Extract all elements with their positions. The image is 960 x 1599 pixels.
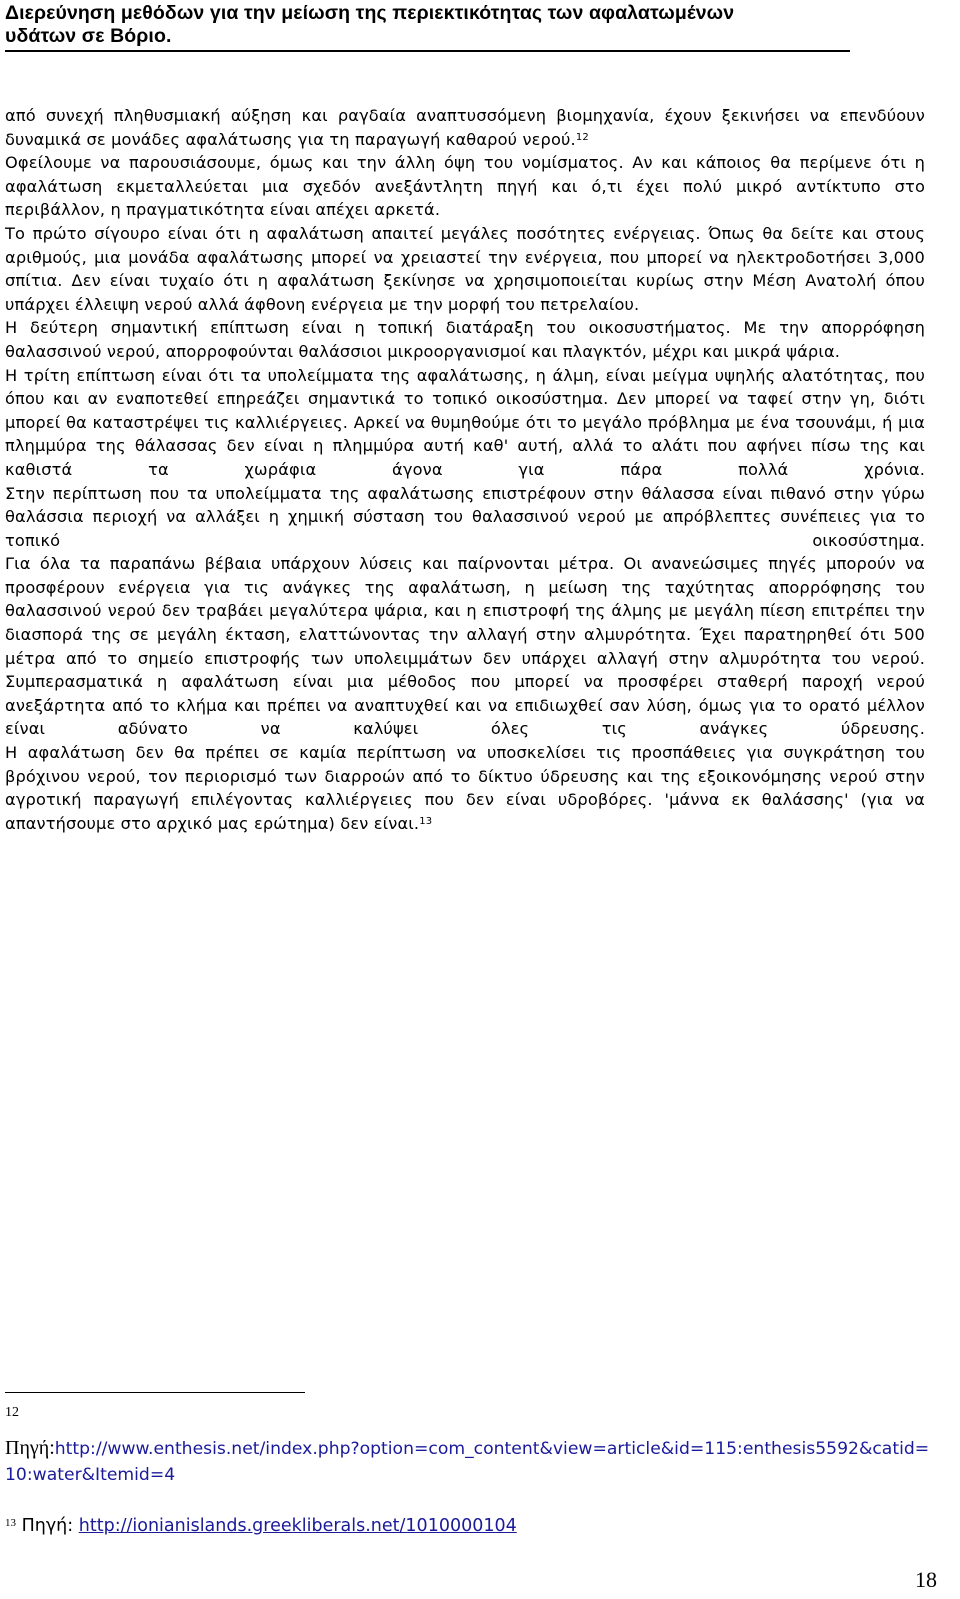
footnote-12-url[interactable]: http://www.enthesis.net/index.php?option=com_content&view=article&id=115:enthesis5592&catid=10:water&Itemid=4 (5, 1439, 930, 1485)
footnote-13-label: Πηγή: (21, 1516, 74, 1536)
paragraph-5: Η τρίτη επίπτωση είναι ότι τα υπολείμματα της αφαλάτωσης, η άλμη, είναι μείγμα υψηλής αλατότητας, που όπου και αν εναποτεθεί επηρεάζει σημαντικά το τοπικό οικοσύστημα. Δεν μπορεί να ταφεί στην γη, διότι μπορεί θα καταστρέψει τις καλλιέργειες. Αρκεί να θυμηθούμε ότι το μεγάλο πρόβλημα με ένα τσουνάμι, ή μια πλημμύρα της θάλασσας δεν είναι η πλημμύρα αυτή καθ' αυτή, αλλά το αλάτι που αφήνει πίσω της και καθιστά τα χωράφια άγονα για πάρα πολλά χρόνια. (5, 365, 925, 479)
footnote-ref-13[interactable]: 13 (419, 815, 433, 827)
paragraph-8: Συμπερασματικά η αφαλάτωση είναι μια μέθοδος που μπορεί να προσφέρει σταθερή παροχή νερού ανεξάρτητα από το κλήμα και πρέπει να αναπτυχθεί και να επιδιωχθεί σαν λύση, όμως για το ορατό μέλλον είναι αδύνατο να καλύψει όλες τις ανάγκες ύδρευσης. (5, 672, 925, 739)
header-title-line1: Διερεύνηση μεθόδων για την μείωση της περιεκτικότητας των αφαλατωμένων (5, 2, 735, 24)
footnote-separator (5, 1392, 305, 1393)
paragraph-6: Στην περίπτωση που τα υπολείμματα της αφαλάτωσης επιστρέφουν στην θάλασσα είναι πιθανό στην γύρω θαλάσσια περιοχή να αλλάξει η χημική σύσταση του θαλασσινού νερού με απρόβλεπτες συνέπειες για το τοπικό οικοσύστημα. (5, 483, 925, 550)
paragraph-9: Η αφαλάτωση δεν θα πρέπει σε καμία περίπτωση να υποσκελίσει τις προσπάθειες για συγκράτηση του βρόχινου νερού, τον περιορισμό των διαρροών από το δίκτυο ύδρευσης και της εξοικονόμησης νερού στην αγροτική παραγωγή επιλέγοντας καλλιέργειες που δεν είναι υδροβόρες. 'μάννα εκ θαλάσσης' (για να απαντήσουμε στο αρχικό μας ερώτημα) δεν είναι.$^{13}$ (5, 743, 925, 833)
header-title-line2: υδάτων σε Βόριο. (5, 25, 172, 47)
footnote-12 (5, 1435, 930, 1488)
footnote-13-number: 13 (5, 1517, 16, 1529)
footnote-13 (5, 1514, 930, 1538)
paragraph-4: Η δεύτερη σημαντική επίπτωση είναι η τοπική διατάραξη του οικοσυστήματος. Με την απορρόφηση θαλασσινού νερού, απορροφούνται θαλάσσιοι μικροοργανισμοί και πλαγκτόν, μέχρι και μικρά ψάρια. (5, 318, 925, 361)
paragraph-2: Οφείλουμε να παρουσιάσουμε, όμως και την άλλη όψη του νομίσματος. Αν και κάποιος θα περίμενε ότι η αφαλάτωση εκμεταλλεύεται μια σχεδόν ανεξάντλητη πηγή και ό,τι έχει πολύ μικρό αντίκτυπο στο περιβάλλον, η πραγματικότητα είναι απέχει αρκετά. (5, 153, 925, 220)
footnote-ref-12[interactable]: 12 (575, 131, 589, 143)
body-text (5, 104, 925, 835)
footnote-12-label: Πηγή: (5, 1437, 55, 1459)
paragraph-1: από συνεχή πληθυσμιακή αύξηση και ραγδαία αναπτυσσόμενη βιομηχανία, έχουν ξεκινήσει να επενδύουν δυναμικά σε μονάδες αφαλάτωσης για τη παραγωγή καθαρού νερού.$^{12}$ (5, 106, 925, 149)
footnote-12-number: 12 (5, 1405, 19, 1420)
paragraph-7: Για όλα τα παραπάνω βέβαια υπάρχουν λύσεις και παίρνονται μέτρα. Οι ανανεώσιμες πηγές μπορούν να προσφέρουν ενέργεια για τις ανάγκες της αφαλάτωση, η μείωση της ταχύτητας απορρόφησης του θαλασσινού νερού δεν τραβάει μεγαλύτερα ψάρια, και η επιστροφή της άλμης με μεγάλη πίεση επιτρέπει την διασπορά της σε μεγάλη έκταση, ελαττώνοντας την αλλαγή στην αλμυρότητα. Έχει παρατηρηθεί ότι 500 μέτρα από το σημείο επιστροφής των υπολειμμάτων δεν υπάρχει αλλαγή στην αλμυρότητα του νερού. (5, 554, 925, 668)
page-number: 18 (915, 1567, 937, 1592)
page-header (5, 2, 850, 52)
paragraph-3: Το πρώτο σίγουρο είναι ότι η αφαλάτωση απαιτεί μεγάλες ποσότητες ενέργειας. Όπως θα δείτε και στους αριθμούς, μια μονάδα αφαλάτωσης μπορεί να χρειαστεί την ενέργεια, που μπορεί να ηλεκτροδοτήσει 3,000 σπίτια. Δεν είναι τυχαίο ότι η αφαλάτωση ξεκίνησε να χρησιμοποιείται κυρίως στην Μέση Ανατολή όπου υπάρχει έλλειψη νερού αλλά άφθονη ενέργεια με την μορφή του πετρελαίου. (5, 223, 925, 314)
footnote-13-link[interactable]: http://ionianislands.greekliberals.net/1010000104 (78, 1516, 517, 1536)
